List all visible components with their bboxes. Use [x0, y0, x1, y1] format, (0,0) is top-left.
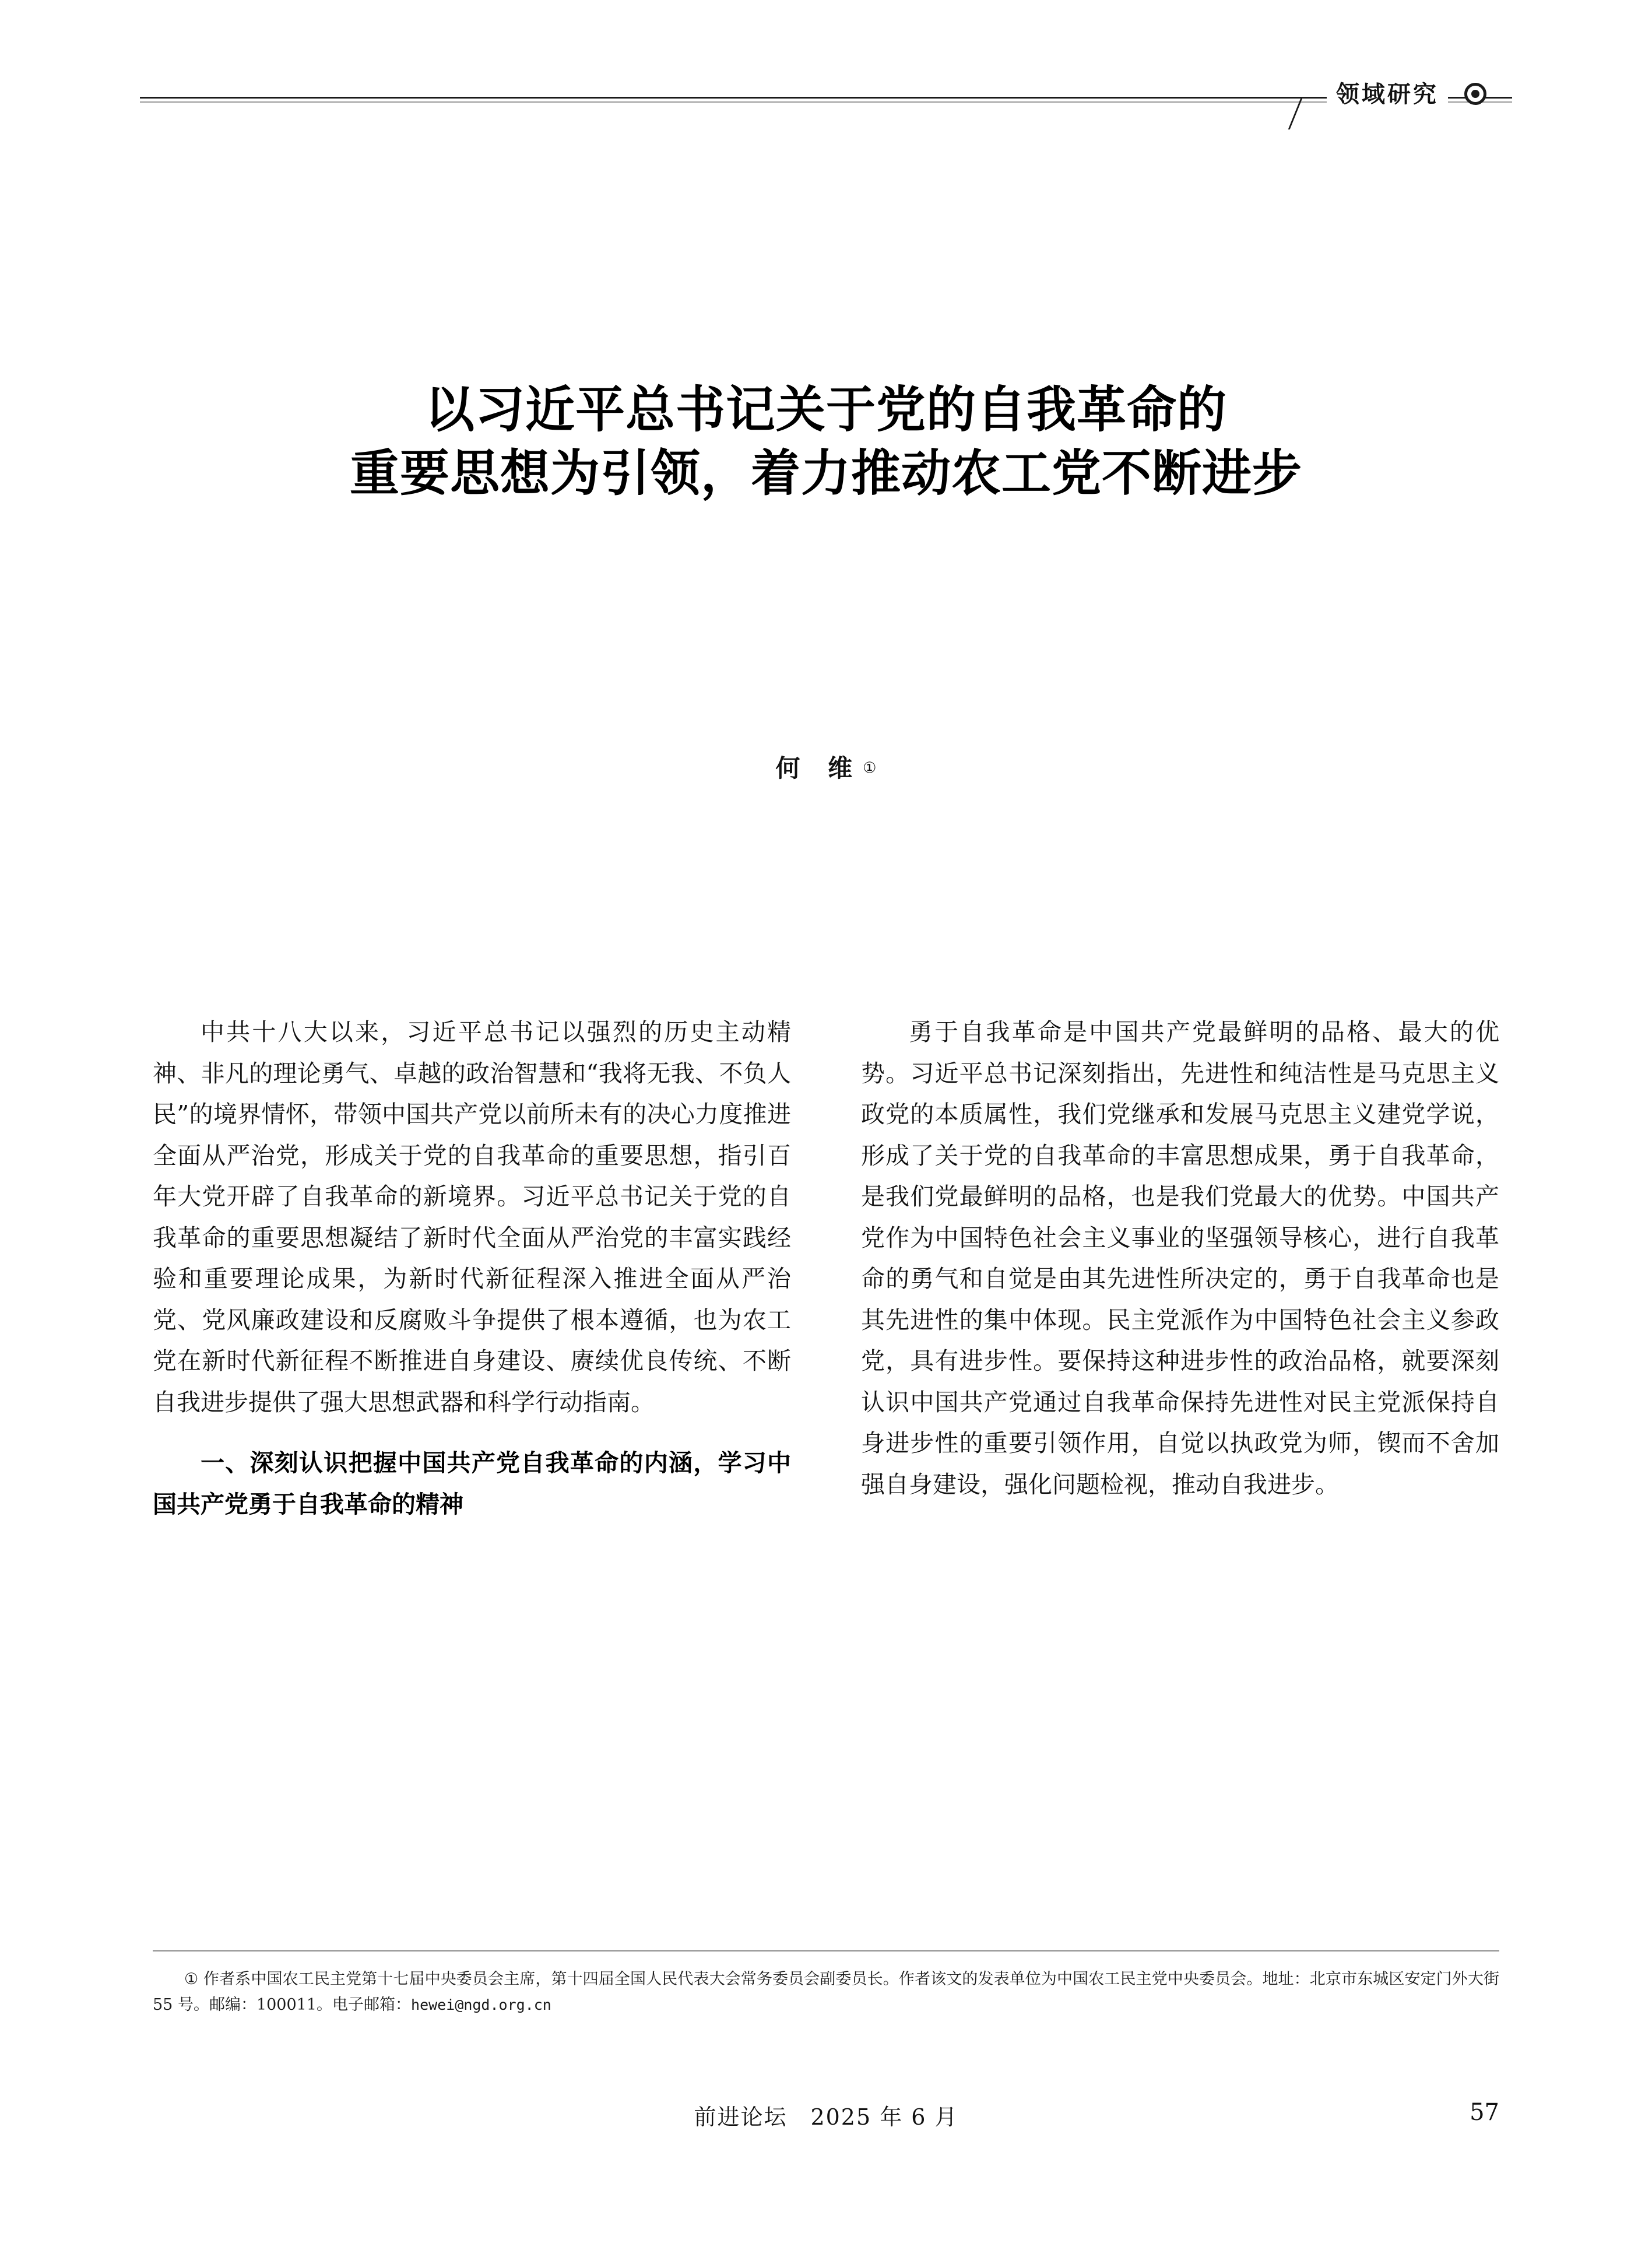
author-name: 何 维 — [775, 754, 863, 782]
footnote-divider — [153, 1950, 1499, 1951]
target-dot-icon — [1464, 83, 1486, 105]
column-right — [861, 1012, 1499, 1909]
article-body — [153, 1012, 1499, 1909]
footer-page-number: 57 — [1470, 2099, 1499, 2126]
running-head-rule-secondary — [140, 101, 1512, 103]
footer-journal-info: 前进论坛 2025 年 6 月 — [694, 2104, 958, 2130]
page-title-line-2: 重要思想为引领，着力推动农工党不断进步 — [349, 445, 1302, 501]
running-head-rule — [140, 97, 1512, 99]
column-left — [153, 1012, 791, 1909]
footnote-line — [153, 1967, 1499, 2017]
paragraph: 勇于自我革命是中国共产党最鲜明的品格、最大的优势。习近平总书记深刻指出，先进性和纯洁性是马克思主义政党的本质属性，我们党继承和发展马克思主义建党学说，形成了关于党的自我革命的丰富思想成果，勇于自我革命，是我们党最鲜明的品格，也是我们党最大的优势。中国共产党作为中国特色社会主义事业的坚强领导核心，进行自我革命的勇气和自觉是由其先进性所决定的，勇于自我革命也是其先进性的集中体现。民主党派作为中国特色社会主义参政党，具有进步性。要保持这种进步性的政治品格，就要深刻认识中国共产党通过自我革命保持先进性对民主党派保持自身进步性的重要引领作用，自觉以执政党为师，锲而不舍加强自身建设，强化问题检视，推动自我进步。 — [861, 1018, 1499, 1498]
section-heading: 一、深刻认识把握中国共产党自我革命的内涵，学习中国共产党勇于自我革命的精神 — [153, 1449, 791, 1518]
running-head-label: 领域研究 — [1327, 76, 1448, 109]
author-block — [140, 749, 1512, 784]
footnote-block — [153, 1950, 1499, 2017]
page-title-line-1: 以习近平总书记关于党的自我革命的 — [424, 382, 1227, 438]
running-head — [140, 70, 1512, 126]
footnote-body: 作者系中国农工民主党第十七届中央委员会主席，第十四届全国人民代表大会常务委员会副委员长。作者该文的发表单位为中国农工民主党中央委员会。地址：北京市东城区安定门外大街 55 号。邮编：100011。电子邮箱： — [153, 1970, 1499, 2014]
footnote-mark: ① — [184, 1970, 199, 1988]
page-footer — [153, 2099, 1499, 2134]
page-title — [140, 379, 1512, 506]
footnote-email: hewei@ngd.org.cn — [411, 1996, 551, 2013]
author-footnote-mark: ① — [863, 759, 877, 777]
paragraph: 中共十八大以来，习近平总书记以强烈的历史主动精神、非凡的理论勇气、卓越的政治智慧和“我将无我、不负人民”的境界情怀，带领中国共产党以前所未有的决心力度推进全面从严治党，形成关于党的自我革命的重要思想，指引百年大党开辟了自我革命的新境界。习近平总书记关于党的自我革命的重要思想凝结了新时代全面从严治党的丰富实践经验和重要理论成果，为新时代新征程深入推进全面从严治党、党风廉政建设和反腐败斗争提供了根本遵循，也为农工党在新时代新征程不断推进自身建设、赓续优良传统、不断自我进步提供了强大思想武器和科学行动指南。 — [153, 1018, 791, 1416]
